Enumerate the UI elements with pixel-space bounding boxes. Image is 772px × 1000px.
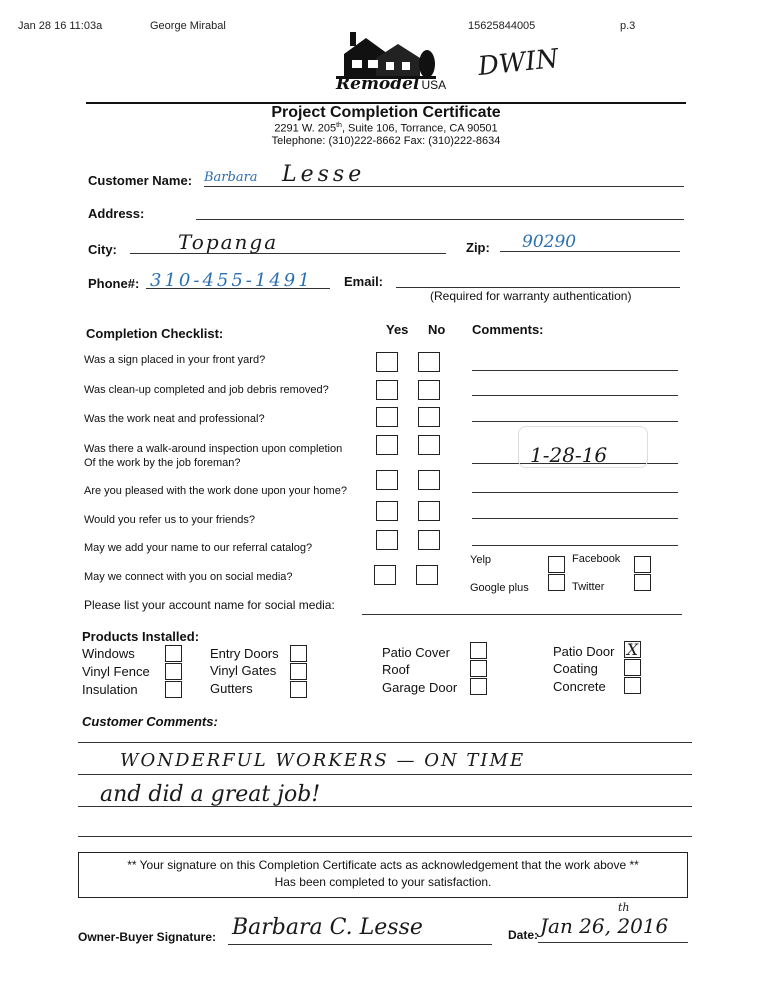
house-icon xyxy=(336,30,436,80)
facebook-checkbox[interactable] xyxy=(634,556,651,573)
product-vinyl-fence: Vinyl Fence xyxy=(82,664,150,679)
signature-label: Owner-Buyer Signature: xyxy=(78,930,217,944)
customer-last-name: Lesse xyxy=(282,162,366,187)
zip-line xyxy=(500,251,680,252)
fax-sender: George Mirabal xyxy=(150,20,226,32)
company-logo xyxy=(336,30,447,96)
zip-value: 90290 xyxy=(522,232,577,252)
windows-checkbox[interactable] xyxy=(165,645,182,662)
comments-line-4 xyxy=(78,836,692,837)
product-concrete: Concrete xyxy=(553,679,606,694)
product-coating: Coating xyxy=(553,661,598,676)
email-label: Email: xyxy=(344,274,384,289)
product-roof: Roof xyxy=(382,662,410,677)
company-address: 2291 W. 205th, Suite 106, Torrance, CA 90501 xyxy=(274,122,498,135)
garage-door-checkbox[interactable] xyxy=(470,678,487,695)
question-5: Are you pleased with the work done upon your home? xyxy=(84,485,347,497)
no-header: No xyxy=(428,322,446,337)
comments-line-3 xyxy=(78,806,692,807)
q3-yes-checkbox[interactable] xyxy=(376,407,398,427)
comment-line-1 xyxy=(472,370,678,371)
q3-no-checkbox[interactable] xyxy=(418,407,440,427)
phone-value: 310-455-1491 xyxy=(150,270,313,291)
q5-no-checkbox[interactable] xyxy=(418,470,440,490)
question-4-continued: Of the work by the job foreman? xyxy=(84,457,241,469)
question-7: May we add your name to our referral catalog? xyxy=(84,542,313,554)
product-entry-doors: Entry Doors xyxy=(210,646,279,661)
q1-yes-checkbox[interactable] xyxy=(376,352,398,372)
patio-door-check-mark: X xyxy=(626,640,639,659)
product-patio-door: Patio Door xyxy=(553,644,615,659)
patio-door-checkbox[interactable] xyxy=(624,641,641,658)
city-value: Topanga xyxy=(178,230,279,254)
zip-label: Zip: xyxy=(466,240,490,255)
q4-no-checkbox[interactable] xyxy=(418,435,440,455)
company-phone: Telephone: (310)222-8662 Fax: (310)222-8634 xyxy=(271,134,501,147)
q8-yes-checkbox[interactable] xyxy=(374,565,396,585)
coating-checkbox[interactable] xyxy=(624,659,641,676)
patio-cover-checkbox[interactable] xyxy=(470,642,487,659)
twitter-checkbox[interactable] xyxy=(634,574,651,591)
comments-line-2 xyxy=(78,774,692,775)
product-vinyl-gates: Vinyl Gates xyxy=(210,663,277,678)
customer-first-name: Barbara xyxy=(204,170,258,185)
comments-line-1 xyxy=(78,742,692,743)
fax-page: p.3 xyxy=(620,20,636,32)
q4-yes-checkbox[interactable] xyxy=(376,435,398,455)
signature-value: Barbara C. Lesse xyxy=(232,915,423,940)
q6-no-checkbox[interactable] xyxy=(418,501,440,521)
question-3: Was the work neat and professional? xyxy=(84,413,265,425)
question-6: Would you refer us to your friends? xyxy=(84,514,255,526)
city-line xyxy=(130,253,446,254)
question-8: May we connect with you on social media? xyxy=(84,571,293,583)
google-plus-label: Google plus xyxy=(470,582,529,594)
product-insulation: Insulation xyxy=(82,682,138,697)
signature-line xyxy=(228,944,492,945)
gutters-checkbox[interactable] xyxy=(290,681,307,698)
yelp-checkbox[interactable] xyxy=(548,556,565,573)
q1-no-checkbox[interactable] xyxy=(418,352,440,372)
fax-timestamp: Jan 28 16 11:03a xyxy=(18,20,103,32)
twitter-label: Twitter xyxy=(572,581,605,593)
comment-text-line-1: WONDERFUL WORKERS — ON TIME xyxy=(120,750,526,771)
fax-number: 15625844005 xyxy=(468,20,536,32)
q7-yes-checkbox[interactable] xyxy=(376,530,398,550)
address-label: Address: xyxy=(88,206,145,221)
roof-checkbox[interactable] xyxy=(470,660,487,677)
question-2: Was clean-up completed and job debris removed? xyxy=(84,384,329,396)
comment-line-6 xyxy=(472,518,678,519)
phone-label: Phone#: xyxy=(88,276,140,291)
notice-line-1: ** Your signature on this Completion Certificate acts as acknowledgement that the work above ** xyxy=(127,858,639,872)
product-gutters: Gutters xyxy=(210,681,253,696)
address-line xyxy=(196,219,684,220)
products-title: Products Installed: xyxy=(82,629,200,644)
city-label: City: xyxy=(88,242,117,257)
date-line xyxy=(538,942,688,943)
handwritten-mark: DWIN xyxy=(476,43,560,83)
yes-header: Yes xyxy=(386,322,409,337)
logo-suffix: USA xyxy=(421,78,447,92)
notice-line-2: Has been completed to your satisfaction. xyxy=(274,875,492,889)
question-4: Was there a walk-around inspection upon completion xyxy=(84,443,343,455)
question-1: Was a sign placed in your front yard? xyxy=(84,354,266,366)
comment-line-2 xyxy=(472,395,678,396)
phone-line xyxy=(146,288,330,289)
q6-yes-checkbox[interactable] xyxy=(376,501,398,521)
comment-text-line-2: and did a great job! xyxy=(100,782,321,807)
page-title: Project Completion Certificate xyxy=(271,104,501,121)
social-account-line xyxy=(362,614,682,615)
product-windows: Windows xyxy=(82,646,135,661)
logo-brand: Remodel xyxy=(336,74,420,94)
date-label: Date: xyxy=(508,928,539,942)
customer-comments-title: Customer Comments: xyxy=(82,714,218,729)
customer-name-line xyxy=(204,186,684,187)
comments-header: Comments: xyxy=(472,322,544,337)
vinyl-fence-checkbox[interactable] xyxy=(165,663,182,680)
comment-line-7 xyxy=(472,545,678,546)
date-value: Jan 26, 2016 xyxy=(540,914,669,938)
q7-no-checkbox[interactable] xyxy=(418,530,440,550)
email-line xyxy=(396,287,680,288)
product-patio-cover: Patio Cover xyxy=(382,645,450,660)
social-account-label: Please list your account name for social media: xyxy=(84,598,335,612)
q2-no-checkbox[interactable] xyxy=(418,380,440,400)
facebook-label: Facebook xyxy=(572,553,621,565)
google-plus-checkbox[interactable] xyxy=(548,574,565,591)
email-note: (Required for warranty authentication) xyxy=(430,289,632,303)
yelp-label: Yelp xyxy=(470,554,492,566)
q5-yes-checkbox[interactable] xyxy=(376,470,398,490)
vinyl-gates-checkbox[interactable] xyxy=(290,663,307,680)
signature-notice xyxy=(78,852,688,898)
comment-line-3 xyxy=(472,421,678,422)
insulation-checkbox[interactable] xyxy=(165,681,182,698)
product-garage-door: Garage Door xyxy=(382,680,458,695)
inspection-date: 1-28-16 xyxy=(530,443,608,467)
comment-line-5 xyxy=(472,492,678,493)
q8-no-checkbox[interactable] xyxy=(416,565,438,585)
date-superscript: th xyxy=(618,901,630,914)
q2-yes-checkbox[interactable] xyxy=(376,380,398,400)
entry-doors-checkbox[interactable] xyxy=(290,645,307,662)
customer-name-label: Customer Name: xyxy=(88,173,193,188)
checklist-title: Completion Checklist: xyxy=(86,326,224,341)
concrete-checkbox[interactable] xyxy=(624,677,641,694)
